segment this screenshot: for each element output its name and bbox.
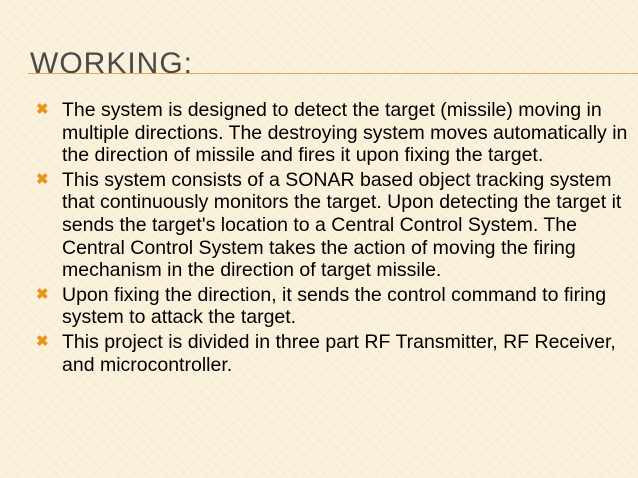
title-underline	[28, 73, 638, 74]
bullet-item	[36, 331, 632, 376]
x-bullet-icon: ✖	[36, 170, 49, 188]
bullet-text: This project is divided in three part RF Transmitter, RF Receiver, and microcontroller.	[62, 330, 616, 376]
bullet-item	[36, 284, 632, 329]
slide-title: WORKING:	[30, 47, 193, 80]
x-bullet-icon: ✖	[36, 285, 49, 303]
bullet-item	[36, 99, 632, 167]
bullet-text: Upon fixing the direction, it sends the control command to firing system to attack the target.	[62, 283, 607, 329]
x-bullet-icon: ✖	[36, 332, 49, 350]
x-bullet-icon: ✖	[36, 101, 49, 118]
bullet-list	[36, 99, 632, 378]
bullet-text: The system is designed to detect the target (missile) moving in multiple directions. The destroying system moves automatically in the direction of missile and fires it upon fixing the target.	[62, 99, 628, 167]
bullet-item	[36, 169, 632, 282]
bullet-text: This system consists of a SONAR based object tracking system that continuously monitors the target. Upon detecting the target it sends the target's location to a Central Control System. The Central Control System takes the action of moving the firing mechanism in the direction of target missile.	[62, 168, 622, 282]
